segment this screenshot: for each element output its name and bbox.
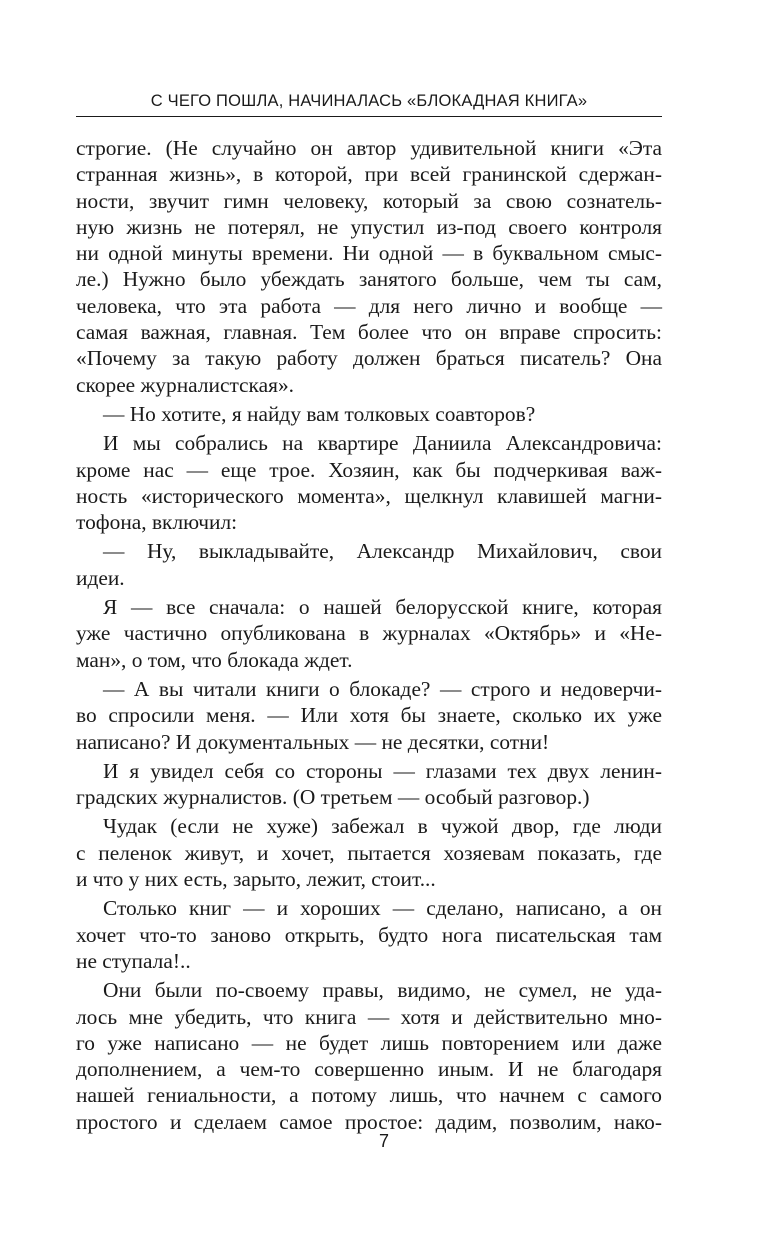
text-line: странная жизнь», в которой, при всей гранинской сдержан-: [76, 162, 662, 187]
text-line: И я увидел себя со стороны — глазами тех двух ленин-: [103, 758, 662, 783]
text-line: нашей гениальности, а потому лишь, что начнем с самого: [76, 1083, 662, 1108]
text-line: кроме нас — еще трое. Хозяин, как бы подчеркивая важ-: [76, 457, 662, 482]
text-line: И мы собрались на квартире Даниила Александровича:: [103, 431, 662, 456]
text-line: человека, что эта работа — для него лично и вообще —: [76, 293, 662, 318]
text-line: градских журналистов. (О третьем — особый разговор.): [76, 785, 590, 810]
paragraph: [76, 401, 662, 427]
paragraph: [76, 758, 662, 811]
text-line: — А вы читали книги о блокаде? — строго и недоверчи-: [103, 676, 662, 701]
text-line: ности, звучит гимн человеку, который за свою сознатель-: [76, 188, 662, 213]
text-line: ную жизнь не потерял, не упустил из-под своего контроля: [76, 214, 662, 239]
text-line: и что у них есть, зарыто, лежит, стоит...: [76, 867, 436, 892]
body-text: [76, 135, 662, 1135]
text-line: го уже написано — не будет лишь повторением или даже: [76, 1030, 662, 1055]
text-line: хочет что-то заново открыть, будто нога писательская там: [76, 922, 662, 947]
text-line: «Почему за такую работу должен браться писатель? Она: [76, 346, 662, 371]
text-line: ность «исторического момента», щелкнул клавишей магни-: [76, 483, 662, 508]
text-line: ман», о том, что блокада ждет.: [76, 647, 353, 672]
text-line: строгие. (Не случайно он автор удивительной книги «Эта: [76, 136, 662, 160]
paragraph: [76, 813, 662, 892]
text-line: — Ну, выкладывайте, Александр Михайлович, свои: [103, 539, 662, 564]
text-line: простого и сделаем самое простое: дадим, позволим, нако-: [76, 1109, 662, 1134]
text-line: Столько книг — и хороших — сделано, написано, а он: [103, 896, 662, 921]
header-rule: [76, 116, 662, 117]
paragraph: [76, 135, 662, 398]
text-line: с пеленок живут, и хочет, пытается хозяевам показать, где: [76, 840, 662, 865]
text-line: Чудак (если не хуже) забежал в чужой двор, где люди: [103, 814, 662, 839]
paragraph: [76, 594, 662, 673]
text-line: тофона, включил:: [76, 510, 238, 535]
text-line: во спросили меня. — Или хотя бы знаете, сколько их уже: [76, 703, 662, 728]
text-line: ни одной минуты времени. Ни одной — в буквальном смыс-: [76, 241, 662, 266]
text-line: идеи.: [76, 565, 125, 590]
text-line: скорее журналистская».: [76, 372, 294, 397]
text-line: написано? И документальных — не десятки, сотни!: [76, 729, 550, 754]
paragraph: [76, 895, 662, 974]
paragraph: [76, 538, 662, 591]
running-header: С ЧЕГО ПОШЛА, НАЧИНАЛАСЬ «БЛОКАДНАЯ КНИГА»: [150, 92, 588, 110]
text-line: ле.) Нужно было убеждать занятого больше, чем ты сам,: [76, 267, 662, 292]
paragraph: [76, 977, 662, 1135]
text-line: — Но хотите, я найду вам толковых соавторов?: [103, 401, 536, 426]
paragraph: [76, 430, 662, 535]
paragraph: [76, 676, 662, 755]
text-line: не ступала!..: [76, 948, 191, 973]
text-line: дополнением, а чем-то совершенно иным. И не благодаря: [76, 1057, 662, 1082]
text-line: самая важная, главная. Тем более что он вправе спросить:: [76, 320, 662, 345]
text-line: лось мне убедить, что книга — хотя и действительно мно-: [76, 1004, 662, 1029]
page-number: 7: [378, 1131, 389, 1151]
text-line: Они были по-своему правы, видимо, не сумел, не уда-: [103, 978, 662, 1003]
text-line: уже частично опубликована в журналах «Октябрь» и «Не-: [76, 621, 662, 646]
text-line: Я — все сначала: о нашей белорусской книге, которая: [103, 595, 662, 620]
